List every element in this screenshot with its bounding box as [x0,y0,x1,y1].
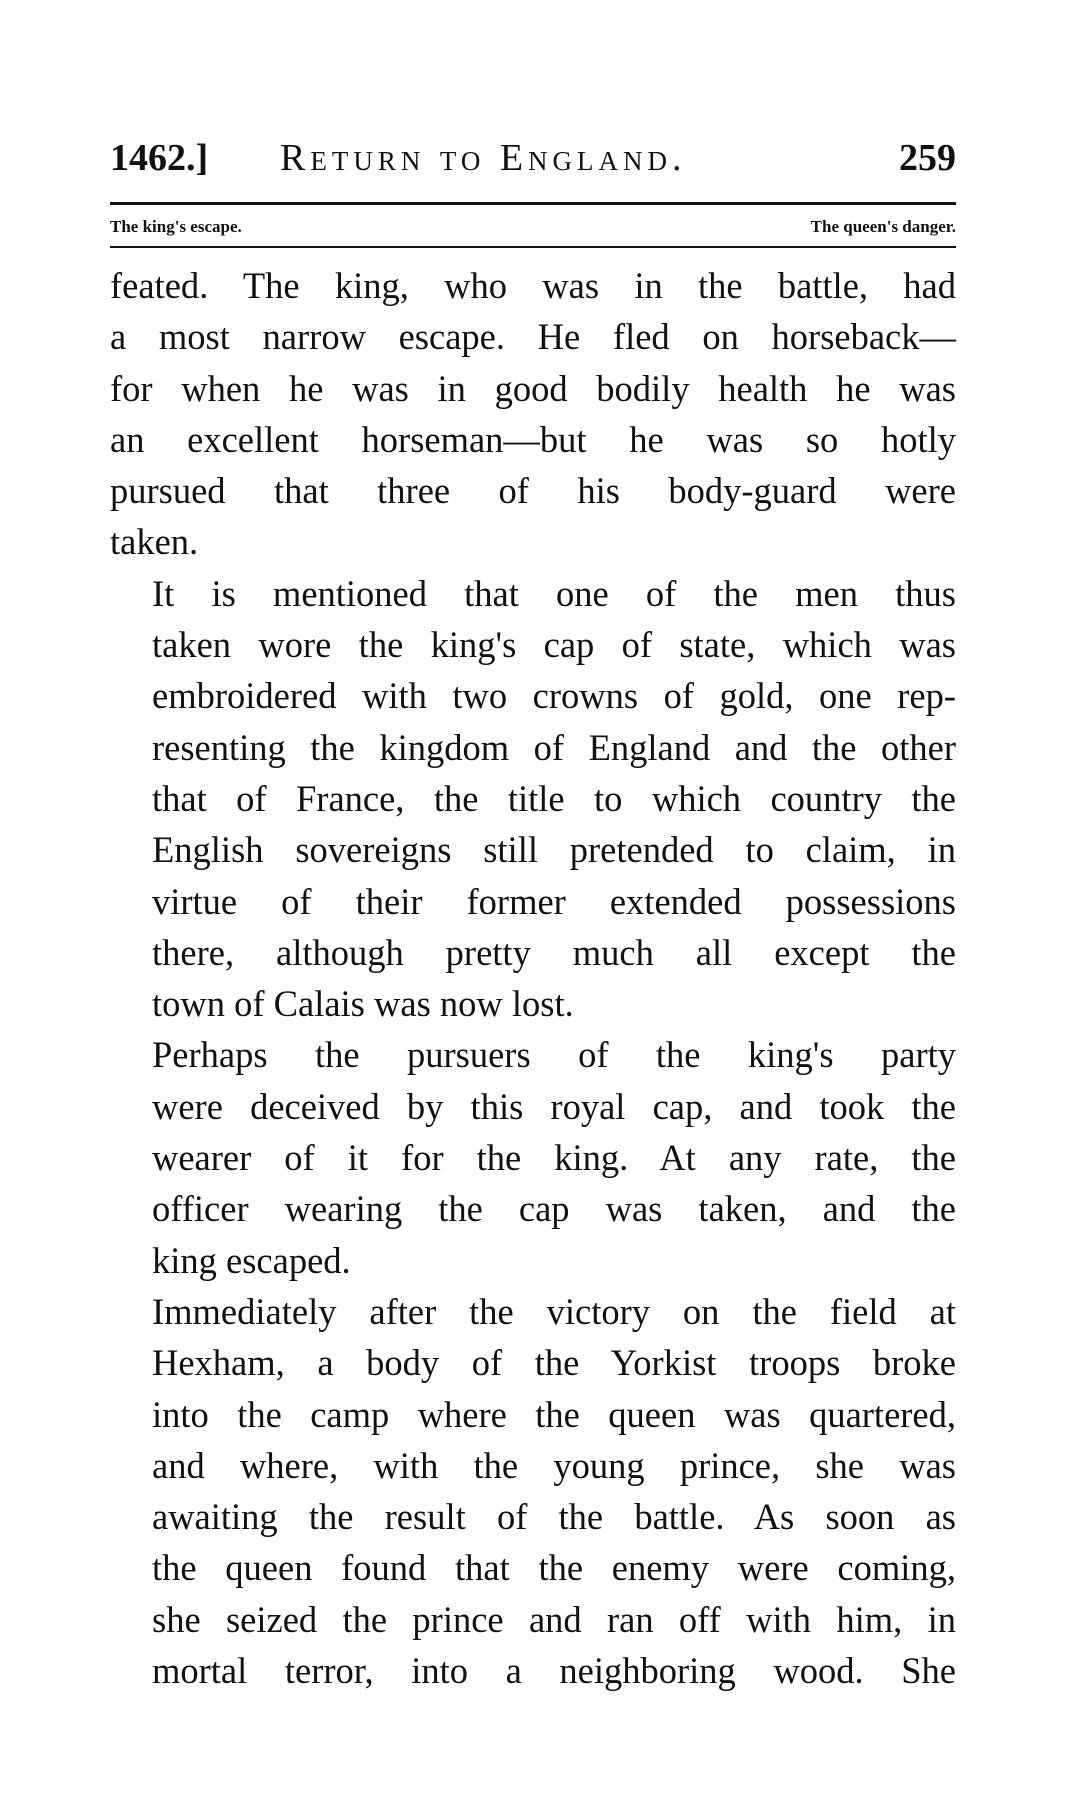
text-line: pursued that three of his body-guard were [110,470,956,512]
paragraph-3 [110,1029,956,1285]
text-line: the queen found that the enemy were coming, [152,1547,956,1589]
header-year: 1462.] [110,137,209,179]
text-line: she seized the prince and ran off with him, in [152,1598,956,1640]
text-line: Perhaps the pursuers of the king's party [152,1034,956,1076]
text-line: resenting the kingdom of England and the other [152,726,956,768]
text-line: officer wearing the cap was taken, and the [152,1188,956,1230]
text-line: English sovereigns still pretended to claim, in [152,829,956,871]
text-line: a most narrow escape. He fled on horseback— [110,316,956,358]
text-line: virtue of their former extended possessions [152,880,956,922]
text-line: embroidered with two crowns of gold, one rep- [152,675,956,717]
marginal-subheads [110,212,956,242]
book-page [110,130,956,1692]
subhead-rule [110,246,956,248]
text-line: Hexham, a body of the Yorkist troops broke [152,1342,956,1384]
paragraph-2 [110,568,956,1030]
text-line: an excellent horseman—but he was so hotly [110,418,956,460]
header-rule [110,202,956,205]
text-line: mortal terror, into a neighboring wood. She [152,1650,956,1692]
text-line: and where, with the young prince, she was [152,1444,956,1486]
text-line: king escaped. [152,1239,351,1281]
body-text [110,260,956,1696]
text-line: there, although pretty much all except the [152,931,956,973]
text-line: It is mentioned that one of the men thus [152,572,956,614]
text-line: taken wore the king's cap of state, which was [152,624,956,666]
subhead-left: The king's escape. [110,217,242,236]
paragraph-4 [110,1286,956,1696]
subhead-right: The queen's danger. [810,217,956,236]
text-line: feated. The king, who was in the battle, had [110,265,956,306]
text-line: Immediately after the victory on the field at [152,1290,956,1332]
text-line: for when he was in good bodily health he was [110,367,956,409]
text-line: were deceived by this royal cap, and took the [152,1085,956,1127]
header-title: Return to England. [280,137,687,179]
running-head [110,130,956,186]
text-line: taken. [110,521,199,563]
text-line: town of Calais was now lost. [152,983,574,1025]
text-line: wearer of it for the king. At any rate, the [152,1137,956,1179]
page-number: 259 [899,137,956,179]
text-line: awaiting the result of the battle. As soon as [152,1496,956,1538]
text-line: that of France, the title to which country the [152,777,956,819]
text-line: into the camp where the queen was quartered, [152,1393,956,1435]
paragraph-1 [110,260,956,568]
